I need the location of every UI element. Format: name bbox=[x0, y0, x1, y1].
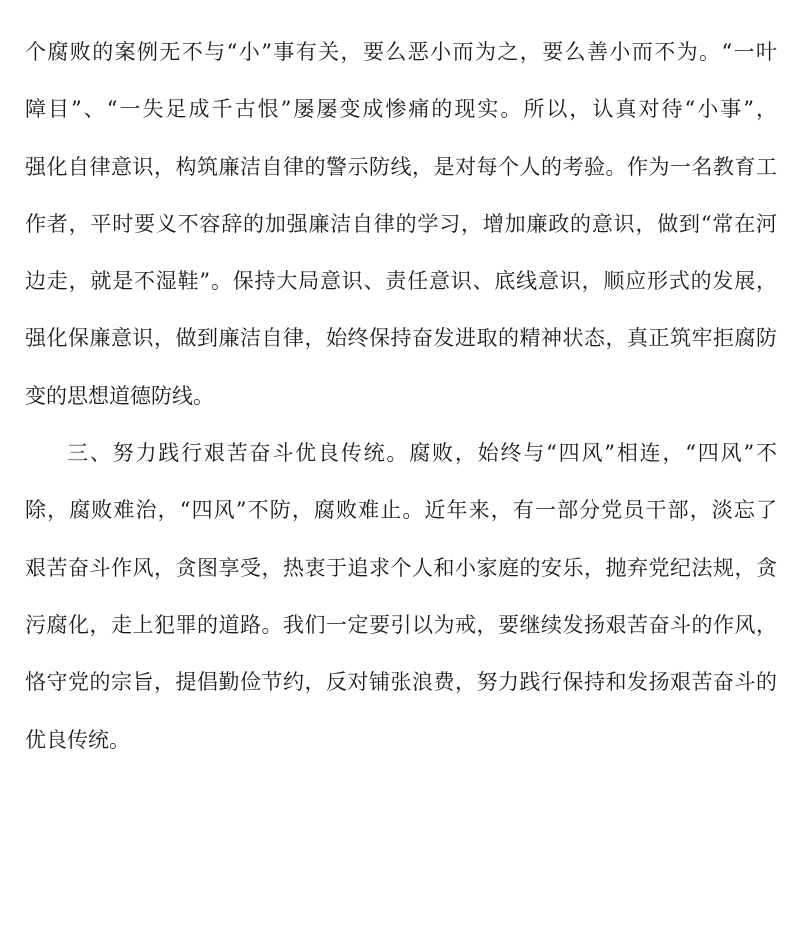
paragraph-2 bbox=[25, 429, 777, 773]
text-line: 强化保廉意识，做到廉洁自律，始终保持奋发进取的精神状态，真正筑牢拒腐防 bbox=[25, 326, 777, 351]
text-line: 强化自律意识，构筑廉洁自律的警示防线，是对每个人的考验。作为一名教育工 bbox=[25, 154, 777, 179]
paragraph-1 bbox=[25, 28, 777, 429]
text-line: 三、努力践行艰苦奋斗优良传统。腐败，始终与“四风”相连，“四风”不 bbox=[67, 441, 777, 466]
text-line: 作者，平时要义不容辞的加强廉洁自律的学习，增加廉政的意识，做到“常在河 bbox=[25, 211, 777, 236]
text-line: 障目”、“一失足成千古恨”屡屡变成惨痛的现实。所以，认真对待“小事”， bbox=[25, 97, 777, 122]
text-line: 边走，就是不湿鞋”。保持大局意识、责任意识、底线意识，顺应形式的发展， bbox=[25, 269, 777, 294]
text-line: 个腐败的案例无不与“小”事有关，要么恶小而为之，要么善小而不为。“一叶 bbox=[25, 40, 777, 64]
text-line: 除，腐败难治，“四风”不防，腐败难止。近年来，有一部分党员干部，淡忘了 bbox=[25, 498, 777, 523]
text-line: 优良传统。 bbox=[25, 727, 130, 752]
text-line: 恪守党的宗旨，提倡勤俭节约，反对铺张浪费，努力践行保持和发扬艰苦奋斗的 bbox=[25, 670, 777, 695]
document-body bbox=[25, 28, 777, 773]
text-line: 污腐化，走上犯罪的道路。我们一定要引以为戒，要继续发扬艰苦奋斗的作风， bbox=[25, 612, 777, 637]
text-line: 艰苦奋斗作风，贪图享受，热衷于追求个人和小家庭的安乐，抛弃党纪法规，贪 bbox=[25, 555, 777, 580]
text-line: 变的思想道德防线。 bbox=[25, 383, 214, 408]
